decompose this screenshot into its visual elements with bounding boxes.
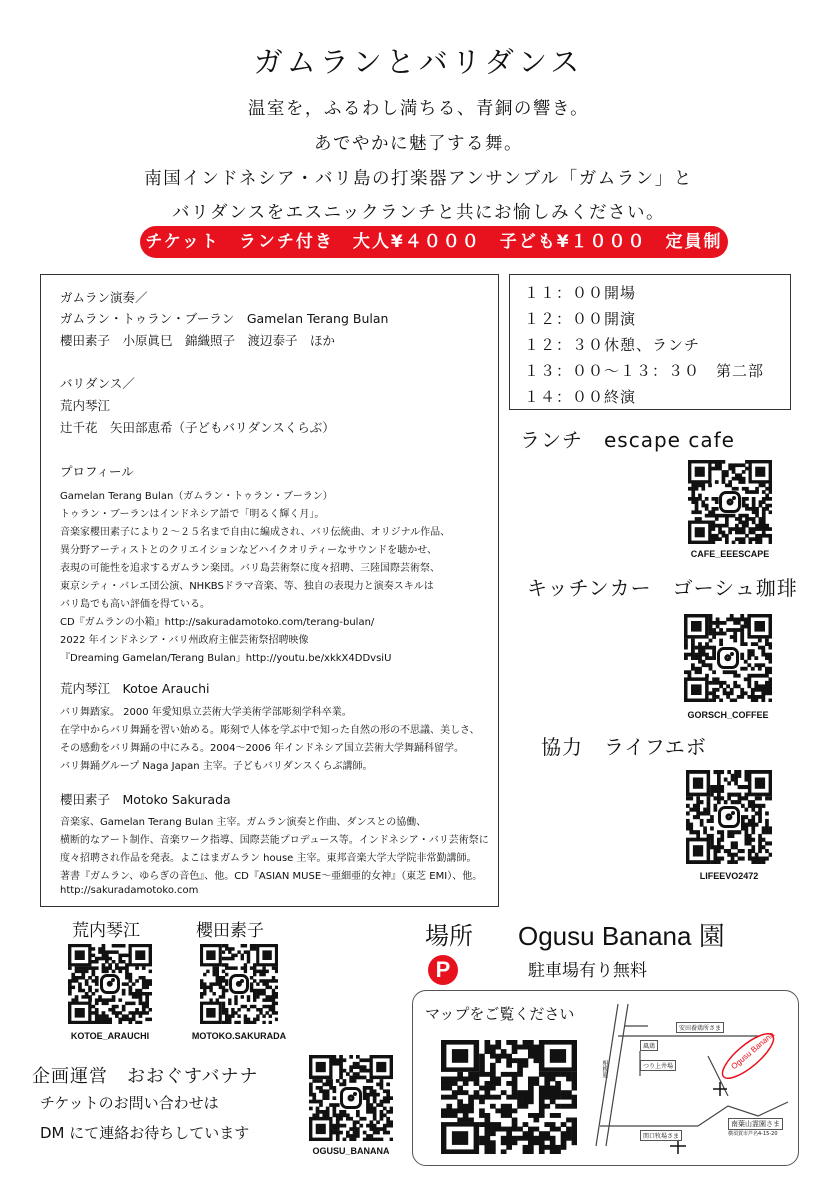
kitchen-car-label: キッチンカー ゴーシュ珈琲 [527, 576, 798, 600]
qr-caption: CAFE_EEESCAPE [690, 549, 770, 559]
profile-line: Gamelan Terang Bulan（ガムラン・トゥラン・ブーラン） [60, 491, 333, 502]
profile-line: バリ島でも高い評価を得ている。 [60, 599, 210, 610]
place-name: Ogusu Banana 園 [518, 921, 725, 951]
profile-line: 『Dreaming Gamelan/Terang Bulan」http://youtu.be/xkkX4DDvsiU [60, 653, 392, 664]
map-address: 横須賀市芦名4-15-20 [728, 1131, 778, 1137]
profile-line: 表現の可能性を追求するガムラン楽団。バリ島芸術祭に度々招聘、三陸国際芸術祭、 [60, 563, 440, 574]
intro-line: 南国インドネシア・バリ島の打楽器アンサンブル「ガムラン」と [144, 169, 693, 189]
dancer: 辻千花 矢田部恵希（子どもバリダンスくらぶ） [60, 420, 335, 435]
instagram-icon [100, 974, 121, 995]
arauchi-line: 在学中からバリ舞踊を習い始める。彫刻で人体を学ぶ中で知った自然の形の不思議、美しさ、 [60, 725, 480, 736]
cooperation-label: 協力 ライフエボ [541, 735, 707, 759]
qr-caption: KOTOE_ARAUCHI [70, 1031, 150, 1041]
sakurada-line: 横断的なアート制作、音楽ワーク指導、国際芸能プロデュース等。インドネシア・バリ芸術祭に [60, 835, 489, 846]
qr-code-map[interactable] [441, 1040, 577, 1154]
arauchi-line: バリ舞踏家。 2000 年愛知県立芸術大学美術学部彫刻学科卒業。 [60, 707, 352, 718]
arauchi-line: その感動をバリ舞踊の中にみる。2004〜2006 年インドネシア国立芸術大学舞踊科留学。 [60, 743, 464, 754]
gamelan-group: ガムラン・トゥラン・ブーラン Gamelan Terang Bulan [60, 311, 389, 326]
gamelan-members: 櫻田素子 小原眞巳 錦織照子 渡辺泰子 ほか [60, 333, 336, 348]
dancer: 荒内琴江 [60, 398, 111, 413]
sakurada-line: http://sakuradamotoko.com [60, 885, 199, 896]
access-map[interactable] [588, 996, 792, 1162]
organizer: 企画運営 おおぐすバナナ [32, 1066, 259, 1087]
qr-code-coffee[interactable] [684, 614, 772, 702]
person-name: 櫻田素子 [196, 921, 264, 941]
profile-line: 2022 年インドネシア・バリ州政府主催芸術祭招聘映像 [60, 635, 309, 646]
schedule-item: １２：３０休憩、ランチ [524, 336, 701, 354]
map-landmark: 安田養鶏所さま [676, 1022, 724, 1033]
profile-line: 東京シティ・バレエ団公演、NHKBSドラマ音楽、等、独自の表現力と演奏スキルは [60, 581, 434, 592]
qr-code-motoko[interactable] [200, 944, 278, 1024]
qr-code-lifeevo[interactable] [686, 770, 772, 864]
sakurada-line: 著書『ガムラン、ゆらぎの音色』、他。CD『ASIAN MUSE〜亜細亜的女神』（東芝 EMI）、他。 [60, 871, 483, 882]
instagram-icon [718, 806, 740, 828]
place-label: 場所 [425, 922, 473, 950]
gamelan-heading: ガムラン演奏／ [60, 290, 148, 305]
person-name: 荒内琴江 [72, 921, 140, 941]
schedule-item: １３：００〜１３：３０ 第二部 [524, 362, 765, 380]
qr-caption: OGUSU_BANANA [312, 1146, 390, 1156]
map-road-label: 相模原 [601, 1060, 608, 1078]
qr-caption: LIFEEVO2472 [699, 871, 759, 881]
inquiry-line: チケットのお問い合わせは [40, 1094, 219, 1112]
qr-caption: MOTOKO.SAKURADA [191, 1031, 287, 1041]
qr-code-kotoe[interactable] [68, 944, 152, 1024]
map-landmark: つり上井場 [640, 1060, 676, 1071]
sakurada-line: 音楽家、Gamelan Terang Bulan 主宰。ガムラン演奏と作曲、ダンスとの協働、 [60, 817, 427, 828]
profile-line: 音楽家櫻田素子により２〜２５名まで自由に編成され、バリ伝統曲、オリジナル作品、 [60, 527, 451, 538]
arauchi-line: バリ舞踊グループ Naga Japan 主宰。子どもバリダンスくらぶ講師。 [60, 761, 373, 772]
profile-heading: プロフィール [60, 464, 134, 479]
instagram-icon [717, 647, 740, 670]
profile-line: トゥラン・ブーランはインドネシア語で「明るく輝く月」。 [60, 509, 325, 520]
qr-code-cafe[interactable] [688, 460, 772, 544]
inquiry-line: DM にて連絡お待ちしています [40, 1124, 250, 1142]
instagram-icon [340, 1087, 362, 1109]
profile-line: CD『ガムランの小箱』http://sakuradamotoko.com/terang-bulan/ [60, 617, 375, 628]
parking-icon: P [428, 955, 458, 985]
lunch-label: ランチ escape cafe [520, 428, 735, 452]
intro-line: バリダンスをエスニックランチと共にお愉しみください。 [172, 203, 665, 223]
map-prompt: マップをご覧ください [425, 1005, 575, 1023]
arauchi-heading: 荒内琴江 Kotoe Arauchi [60, 681, 210, 696]
sakurada-line: 度々招聘され作品を発表。よこはまガムラン house 主宰。東邦音楽大学大学院非常勤講師。 [60, 853, 477, 864]
qr-code-ogusu[interactable] [309, 1055, 393, 1141]
qr-caption: GORSCH_COFFEE [687, 710, 769, 720]
page-title: ガムランとバリダンス [253, 45, 584, 79]
sakurada-heading: 櫻田素子 Motoko Sakurada [60, 792, 231, 807]
map-landmark: 南葉山霊園さま [728, 1118, 783, 1130]
map-landmark: 風鶏 [640, 1040, 658, 1051]
intro-line: 温室を，ふるわし満ちる、青銅の響き。 [247, 99, 590, 119]
parking-info: 駐車場有り無料 [528, 961, 647, 981]
dance-heading: バリダンス／ [60, 376, 135, 391]
schedule-item: １２：００開演 [524, 310, 637, 328]
intro-line: あでやかに魅了する舞。 [314, 134, 523, 154]
schedule-item: １１：００開場 [524, 284, 637, 302]
instagram-icon [229, 974, 249, 994]
qr-pattern [441, 1040, 577, 1154]
instagram-icon [719, 491, 741, 513]
ticket-banner: チケット ランチ付き 大人¥４０００ 子ども¥１０００ 定員制 [140, 226, 728, 258]
schedule-item: １４：００終演 [524, 388, 637, 406]
map-destination-label: Ogusu Banana [729, 1029, 777, 1072]
map-landmark: 関口牧場さま [640, 1130, 682, 1141]
profile-line: 異分野アーティストとのクリエイションなどハイクオリティーなサウンドを聴かせ、 [60, 545, 437, 556]
